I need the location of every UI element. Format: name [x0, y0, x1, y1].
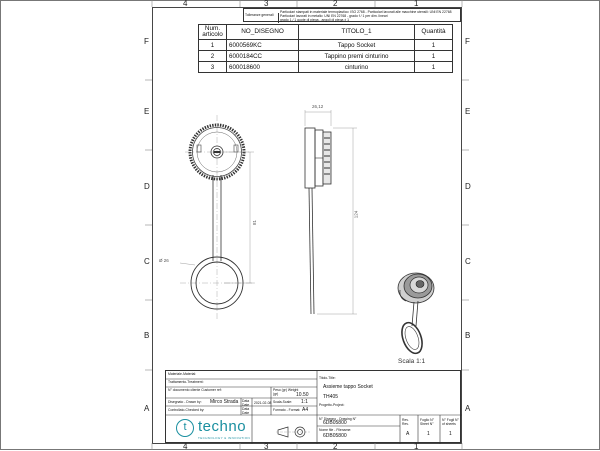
- logo-subtitle: TECHNOLOGY & INNOVATION: [198, 436, 251, 440]
- table-row: [199, 40, 453, 51]
- zone-row-left-C: C: [144, 257, 150, 266]
- titolo-value: Assieme tappo Socket: [323, 384, 373, 390]
- nomefile-label: Nome file - Filename:: [319, 428, 352, 432]
- disegno-label: N° Disegno - Drawing N°: [319, 417, 357, 421]
- nfogli-label: N° Fogli N° of sheets: [442, 418, 459, 426]
- scala-value: 1:1: [301, 399, 308, 405]
- tolerance-notes: [243, 8, 461, 22]
- front-view: [180, 115, 280, 325]
- data-value: 2021-02-08: [254, 401, 272, 405]
- cliente-label: N° documento cliente Customer ref:: [168, 388, 222, 392]
- nomefile-value: 6DB05800: [323, 433, 347, 439]
- bom-title: cinturino: [299, 62, 415, 73]
- tolerance-line-1: Particolari stampati in materiale termoplastico: ISO 2768 - Particolari lavorati alle macchine utensili: UNI EN 22768: [280, 10, 452, 14]
- zone-row-right-C: C: [465, 257, 471, 266]
- zone-row-right-E: E: [465, 107, 471, 116]
- formato-label: Formato - Format:: [273, 408, 301, 412]
- titolo-label: Titolo-Title:: [319, 376, 336, 380]
- dim-length-front: 81: [252, 219, 258, 226]
- projection-symbol-icon: [276, 425, 310, 439]
- dim-width-top: 26,12: [312, 104, 324, 109]
- zone-row-left-B: B: [144, 331, 150, 340]
- bom-code: 6000184CC: [227, 51, 299, 62]
- zone-row-left-A: A: [144, 404, 150, 413]
- title-block: [165, 370, 461, 443]
- bom-title: Tappino premi cinturino: [299, 51, 415, 62]
- bom-num: 1: [199, 40, 227, 51]
- foglio-value: 1: [427, 431, 430, 437]
- bom-header-num: Num. articolo: [199, 25, 227, 40]
- zone-row-right-B: B: [465, 331, 471, 340]
- disegno-value: 6DB05800: [323, 420, 347, 426]
- zone-col-bottom-1: 1: [414, 442, 419, 451]
- zone-col-bottom-3: 3: [264, 442, 269, 451]
- progetto-label: Progetto-Project:: [319, 403, 345, 407]
- zone-row-left-E: E: [144, 107, 150, 116]
- trattamento-label: Trattamento-Treatment:: [168, 380, 204, 384]
- bom-num: 2: [199, 51, 227, 62]
- tolerance-line-2: Particolari lavorati in metallo: UNI EN 22768 - grado f / 1 per dim. lineari: [280, 14, 388, 18]
- zone-col-top-1: 1: [414, 0, 419, 8]
- zone-col-bottom-2: 2: [333, 442, 338, 451]
- bom-header-code: NO_DISEGNO: [227, 25, 299, 40]
- logo-circle-icon: t: [176, 419, 194, 437]
- zone-col-top-3: 3: [264, 0, 269, 8]
- controllato-label: Controllato-Checked by:: [168, 408, 205, 412]
- dim-diameter: Ø 26: [159, 258, 169, 263]
- disegnato-value: Mirco Strada: [210, 399, 239, 405]
- bom-header-qty: Quantità: [415, 25, 453, 40]
- table-row: [199, 62, 453, 73]
- bom-code: 600018600: [227, 62, 299, 73]
- zone-col-bottom-4: 4: [183, 442, 188, 451]
- foglio-label: Foglio N° Sheet N°: [420, 418, 434, 426]
- peso-label: Peso (gr) Weight (gr): [273, 388, 299, 396]
- bom-qty: 1: [415, 51, 453, 62]
- bom-header-title: TITOLO_1: [299, 25, 415, 40]
- zone-col-top-2: 2: [333, 0, 338, 8]
- rev-label: Rev. Rev.: [402, 418, 409, 426]
- data2-label: Data Date: [242, 407, 250, 415]
- scale-note: Scala 1:1: [398, 358, 426, 365]
- bom-qty: 1: [415, 62, 453, 73]
- zone-row-right-A: A: [465, 404, 471, 413]
- progetto-value: TH405: [323, 394, 339, 400]
- bom-title: Tappo Socket: [299, 40, 415, 51]
- data-label: Data Date: [242, 399, 250, 407]
- bom-qty: 1: [415, 40, 453, 51]
- bom-table: [198, 24, 453, 73]
- peso-value: 10.50: [296, 392, 309, 398]
- logo-text: techno: [198, 418, 247, 435]
- zone-row-left-D: D: [144, 182, 150, 191]
- bom-code: 6000569KC: [227, 40, 299, 51]
- isometric-view: [390, 268, 450, 360]
- table-row: [199, 51, 453, 62]
- zone-row-left-F: F: [144, 37, 149, 46]
- dim-length-side: 124: [353, 210, 359, 219]
- formato-value: A4: [302, 407, 309, 413]
- rev-value: A: [406, 431, 410, 437]
- zone-row-right-D: D: [465, 182, 471, 191]
- zone-row-right-F: F: [465, 37, 470, 46]
- zone-col-top-4: 4: [183, 0, 188, 8]
- nfogli-value: 1: [449, 431, 452, 437]
- disegnato-label: Disegnato - Drawn by:: [168, 400, 202, 404]
- tolerance-label: Tolleranze generali: [245, 13, 279, 23]
- materiale-label: Materiale-Material:: [168, 372, 197, 376]
- company-logo: [176, 418, 252, 442]
- bom-header-row: [199, 25, 453, 40]
- tolerance-line-3: grado 1 / 1 quote di piega - angoli di piega ± 1: [280, 18, 349, 22]
- bom-num: 3: [199, 62, 227, 73]
- scala-label: Scala-Scale:: [273, 400, 293, 404]
